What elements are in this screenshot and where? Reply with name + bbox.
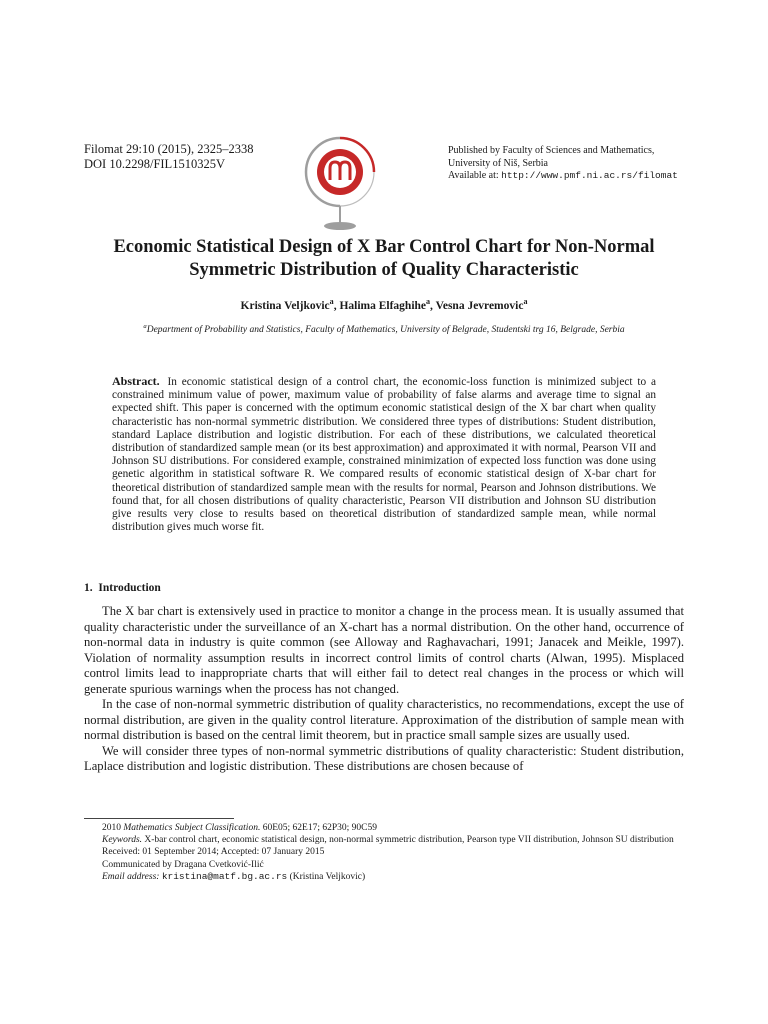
- paragraph: We will consider three types of non-normal symmetric distributions of quality characteristic: Student distribution, Laplace distribution and logistic distribution. These distributions are chosen because of: [84, 743, 684, 773]
- affiliation-text: Department of Probability and Statistics, Faculty of Mathematics, University of Belgrade, Studentski trg 16, Belgrade, Serbia: [146, 325, 625, 335]
- footnote-communicated: Communicated by Dragana Cvetković-Ilić: [102, 859, 264, 870]
- author-sup: a: [329, 297, 334, 307]
- author-sup: a: [523, 297, 528, 307]
- paragraph: In the case of non-normal symmetric distribution of quality characteristics, no recommendations, except the use of normal distribution, are given in the quality control literature. Approximation of the distribution of sample mean with normal distribution is based on the central limit theorem, but in practice small sample sizes are usually used.: [84, 697, 684, 742]
- journal-citation: Filomat 29:10 (2015), 2325–2338: [84, 142, 254, 156]
- author-sup: a: [426, 297, 431, 307]
- journal-url-link[interactable]: http://www.pmf.ni.ac.rs/filomat: [501, 170, 678, 181]
- logo-globe-icon: [306, 138, 374, 230]
- footnote-received: Received: 01 September 2014; Accepted: 07 January 2015: [102, 847, 325, 858]
- abstract-label: Abstract.: [112, 374, 160, 388]
- section-title: Introduction: [98, 582, 161, 594]
- author-list: Kristina Veljkovic$^a$, Halima Elfaghihe$^a$, Vesna Jevremovic$^a$: [240, 297, 528, 312]
- abstract: [112, 375, 656, 534]
- author-name: Vesna Jevremovic: [435, 300, 524, 312]
- publisher-line-1: Published by Faculty of Sciences and Mathematics,: [448, 145, 655, 156]
- footnote-rule: [84, 818, 234, 819]
- footnote-keywords: Keywords. X-bar control chart, economic statistical design, non-normal symmetric distribution, Pearson type VII distribution, Johnson SU distribution: [102, 835, 674, 846]
- publisher-header: [448, 145, 678, 183]
- journal-logo: [300, 130, 380, 240]
- section-heading: [84, 582, 161, 594]
- publisher-availability: [448, 170, 678, 183]
- author-name: Halima Elfaghihe: [339, 300, 427, 312]
- journal-doi: DOI 10.2298/FIL1510325V: [84, 157, 225, 171]
- email-link[interactable]: kristina@matf.bg.ac.rs: [161, 870, 288, 882]
- publisher-line-2: University of Niš, Serbia: [448, 157, 548, 169]
- available-label: Available at:: [448, 170, 499, 181]
- affiliation-sup: a: [143, 322, 147, 330]
- footnote-msc: 2010 Mathematics Subject Classification. 60E05; 62E17; 62P30; 90C59: [102, 823, 377, 833]
- affiliation: [84, 322, 684, 335]
- footnote-email: Email address: kristina@matf.bg.ac.rs (Kristina Veljkovic): [102, 870, 366, 882]
- paper-title: Economic Statistical Design of X Bar Control Chart for Non-Normal Symmetric Distribution of Quality Characteristic: [113, 237, 655, 280]
- body-text: [84, 604, 684, 775]
- journal-header: [84, 142, 253, 172]
- section-number: 1.: [84, 582, 93, 594]
- abstract-text: In economic statistical design of a control chart, the economic-loss function is minimized subject to a constrained minimum value of power, maximum value of probability of false alarms and average time to signal an expected shift. This paper is concerned with the optimum economic statistical design of the X bar chart when quality characteristic has non-normal symmetric distribution. We considered three types of distributions: Student distribution, standard Laplace distribution and logistic distribution. For each of these distributions, we calculated theoretical distribution of standardized sample mean (or its best approximation) and approximated it with normal, Pearson VII and Johnson SU distributions. For considered example, constrained minimization of expected loss function was done using genetic algorithm in statistical software R. We compared results of economic statistical design of X-bar chart for theoretical distribution of standardized sample mean with the results for normal, Pearson and Johnson distributions. We found that, for all chosen distributions of quality characteristic, Pearson VII distribution and Johnson SU distribution give results very close to results based on theoretical distribution of standardized sample mean, while normal distribution gives much worse fit.: [112, 376, 656, 534]
- paragraph: The X bar chart is extensively used in practice to monitor a change in the process mean. It is usually assumed that quality characteristic under the surveillance of an X-chart has a normal distribution. On the other hand, occurrence of non-normal data in industry is quite common (see Alloway and Raghavachari, 1991; Janacek and Meikle, 1997). Violation of normality assumption results in incorrect control limits of control charts (Alwan, 1995). Misplaced control limits lead to inappropriate charts that will either fail to detect real changes in the process or which will generate spurious warnings when the process has not changed.: [84, 604, 684, 696]
- footnotes: [84, 822, 684, 883]
- author-name: Kristina Veljkovic: [240, 300, 330, 312]
